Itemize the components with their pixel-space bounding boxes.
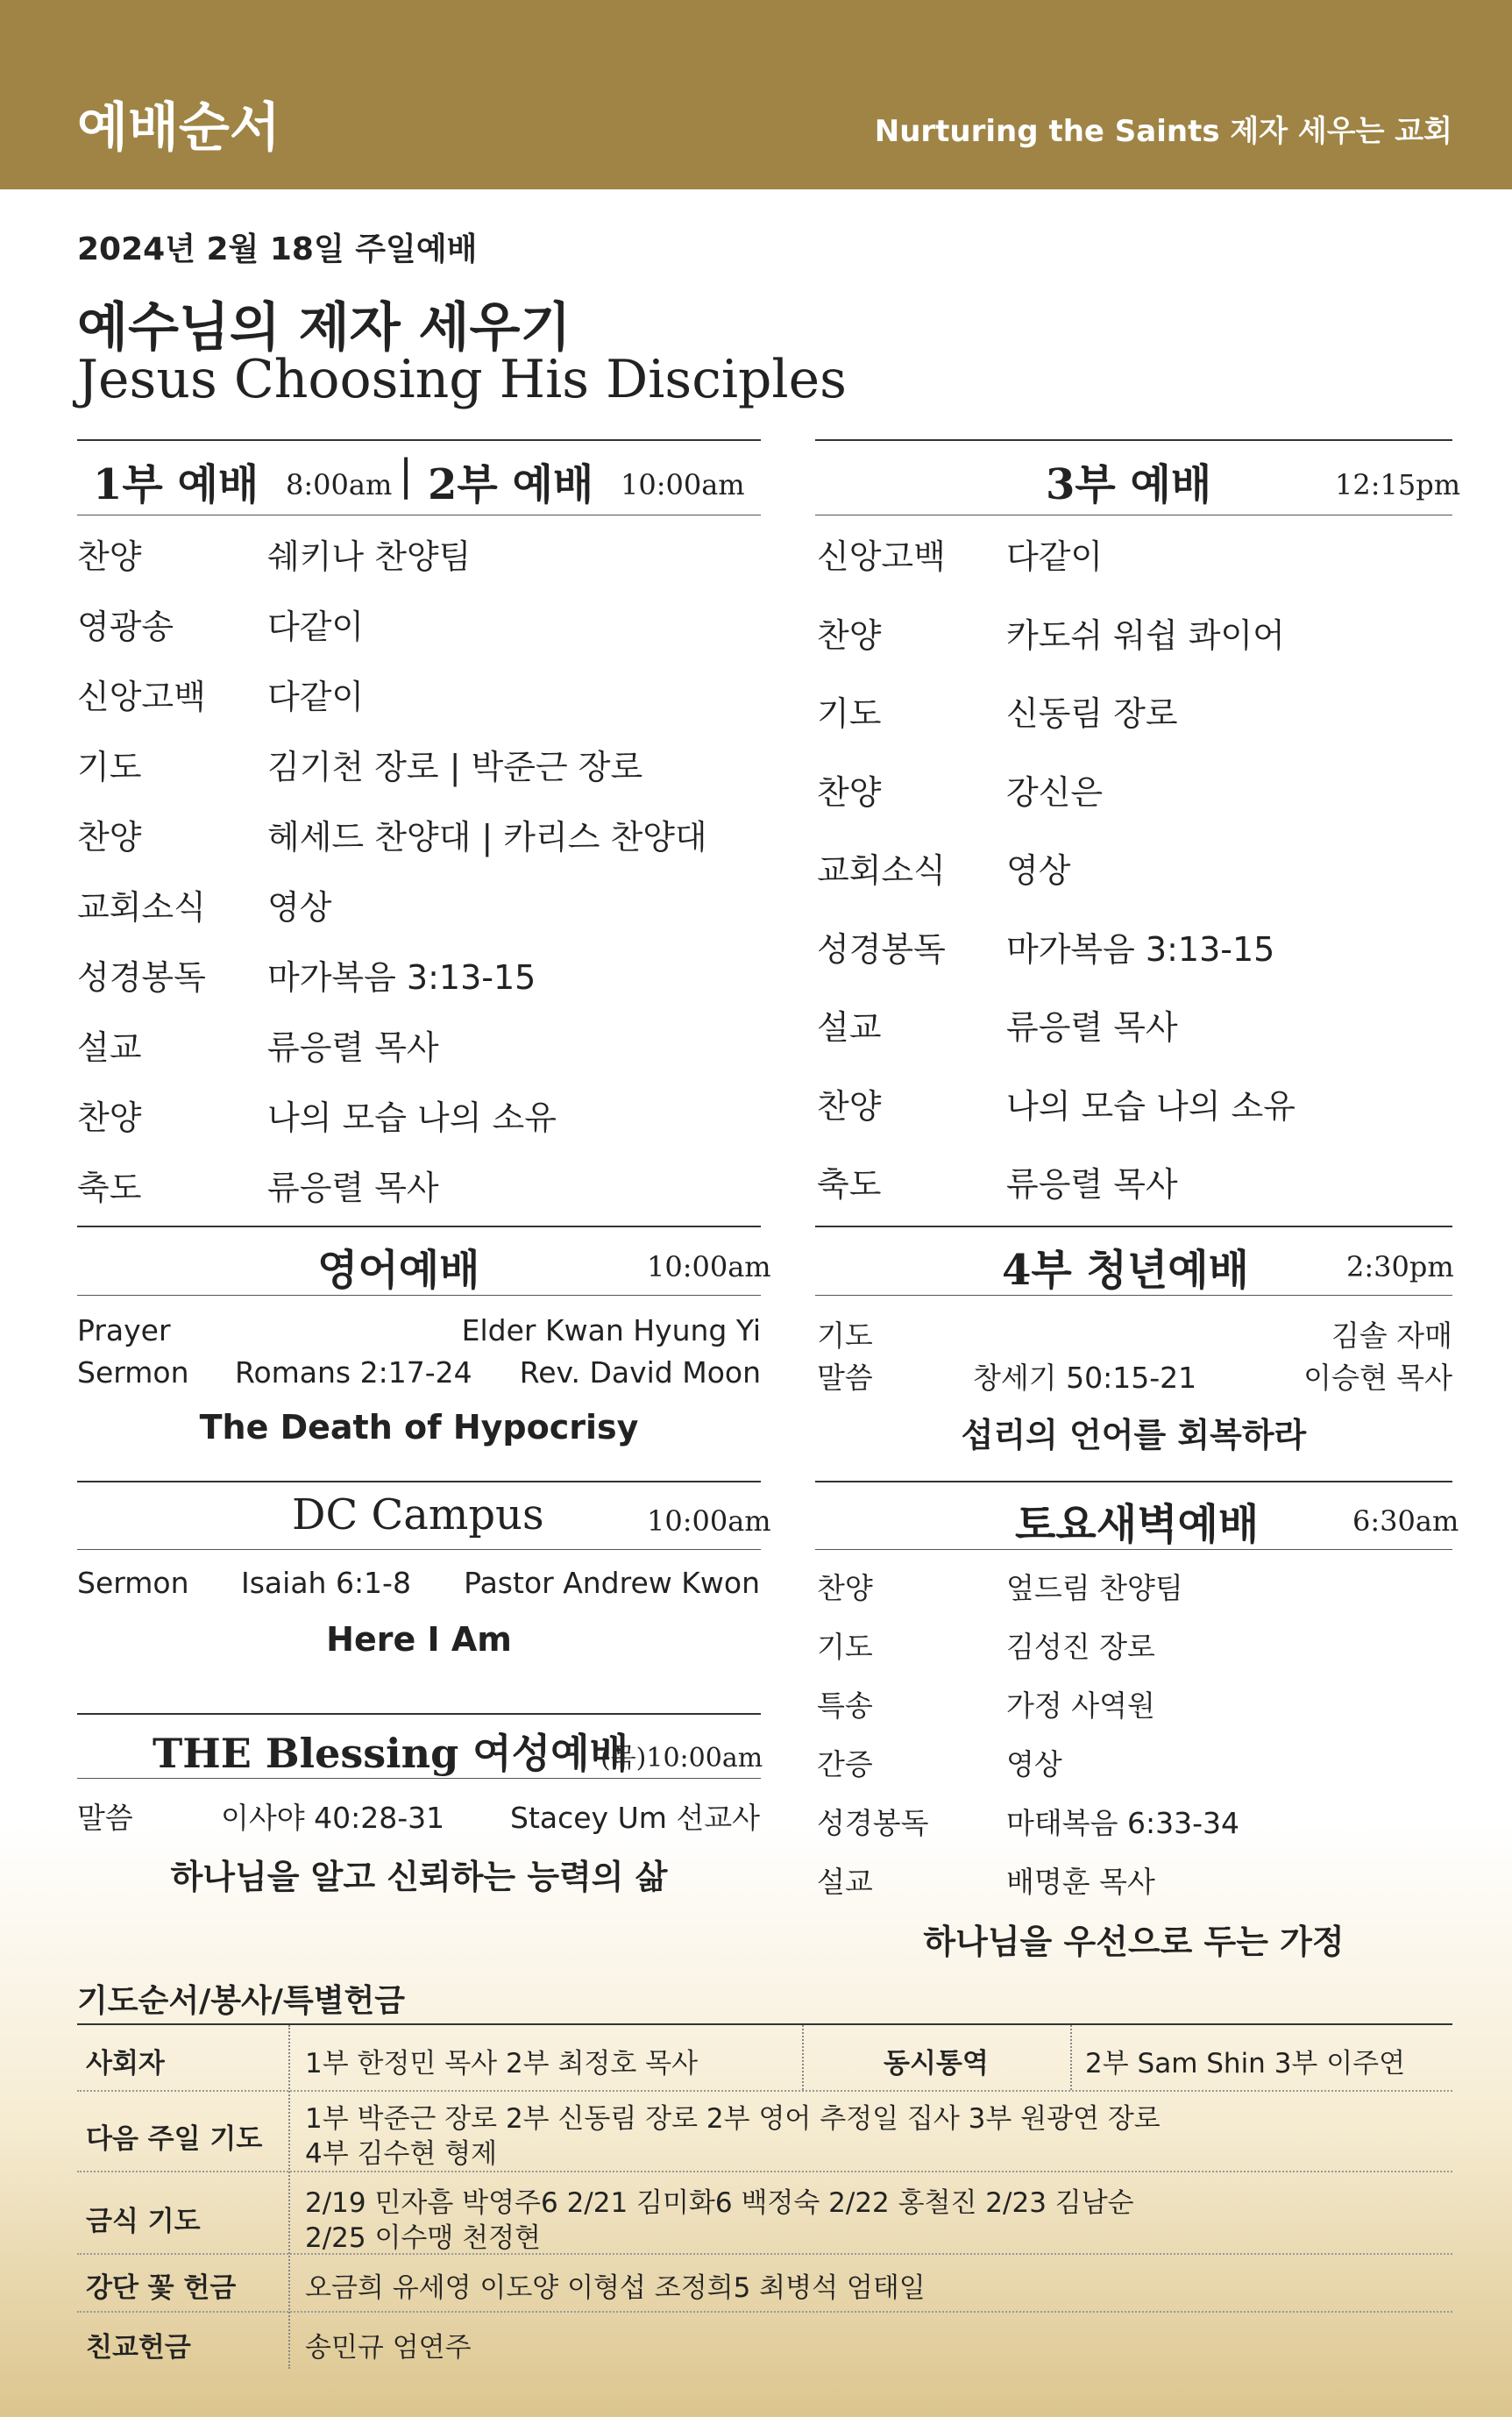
- table-row-value: 1부 한정민 목사 2부 최정호 목사: [305, 2048, 699, 2079]
- english-sermon-preacher: Rev. David Moon: [519, 1355, 761, 1390]
- order-role: 축도: [817, 1165, 882, 1204]
- dc-campus-heading: DC Campus: [292, 1490, 544, 1539]
- youth-word-preacher: 이승현 목사: [1303, 1361, 1452, 1395]
- blessing-word-preacher: Stacey Um 선교사: [510, 1801, 760, 1835]
- youth-prayer-label: 기도: [817, 1319, 873, 1353]
- divider: [77, 1713, 761, 1715]
- table-row-divider: [77, 2253, 1452, 2255]
- table-row-label: 다음 주일 기도: [86, 2123, 263, 2155]
- dc-sermon-title: Here I Am: [326, 1620, 512, 1659]
- order-value: 류응렬 목사: [267, 1028, 439, 1067]
- youth-sermon-title: 섭리의 언어를 회복하라: [961, 1416, 1307, 1454]
- order-role: 설교: [77, 1028, 142, 1067]
- divider: [815, 1226, 1452, 1227]
- order-role: 교회소식: [817, 851, 946, 890]
- heading-separator: |: [399, 451, 414, 500]
- service1-heading: 1부 예배: [93, 460, 259, 509]
- order-role: 성경봉독: [817, 1806, 929, 1840]
- interpretation-value: 2부 Sam Shin 3부 이주연: [1085, 2048, 1406, 2079]
- table-column-divider: [288, 2025, 290, 2369]
- order-value: 류응렬 목사: [1006, 1165, 1178, 1204]
- table-row-value: 2/19 민자흠 박영주6 2/21 김미화6 백정숙 2/22 홍철진 2/23 김남순: [305, 2187, 1134, 2219]
- english-sermon-title: The Death of Hypocrisy: [199, 1408, 639, 1447]
- order-value: 다같이: [1006, 537, 1104, 576]
- order-role: 기도: [817, 694, 882, 733]
- order-value: 쉐키나 찬양팀: [267, 537, 472, 576]
- order-role: 성경봉독: [77, 958, 206, 997]
- youth-word-label: 말씀: [817, 1361, 873, 1395]
- order-role: 축도: [77, 1169, 142, 1207]
- order-value: 김성진 장로: [1006, 1630, 1155, 1664]
- table-column-divider: [802, 2025, 804, 2090]
- page-header: [0, 0, 1512, 189]
- order-value: 엎드림 찬양팀: [1006, 1571, 1183, 1605]
- page-title: 예배순서: [77, 97, 280, 159]
- order-value: 나의 모습 나의 소유: [1006, 1086, 1295, 1126]
- order-value: 나의 모습 나의 소유: [267, 1098, 557, 1137]
- divider: [77, 1295, 761, 1296]
- table-row-divider: [77, 2090, 1452, 2092]
- order-value: 다같이: [267, 678, 365, 716]
- saturday-service-time: 6:30am: [1352, 1504, 1459, 1538]
- order-role: 설교: [817, 1008, 882, 1047]
- youth-service-heading: 4부 청년예배: [1002, 1246, 1249, 1295]
- saturday-service-heading: 토요새벽예배: [1015, 1500, 1260, 1549]
- divider: [77, 1549, 761, 1550]
- service1-time: 8:00am: [286, 468, 393, 501]
- interpretation-label: 동시통역: [884, 2048, 989, 2079]
- header-tagline: Nurturing the Saints 제자 세우는 교회: [874, 114, 1452, 149]
- order-role: 특송: [817, 1688, 873, 1723]
- order-role: 기도: [77, 748, 142, 786]
- blessing-service-time: (목)10:00am: [600, 1743, 763, 1774]
- divider: [77, 1481, 761, 1482]
- youth-prayer-value: 김솔 자매: [1331, 1319, 1452, 1353]
- order-role: 찬양: [817, 1571, 873, 1605]
- order-value: 카도쉬 워쉽 콰이어: [1006, 615, 1285, 655]
- service2-time: 10:00am: [621, 468, 745, 501]
- order-value: 강신은: [1006, 772, 1104, 812]
- order-role: 교회소식: [77, 888, 206, 927]
- blessing-word-text: 이사야 40:28-31: [221, 1801, 445, 1835]
- youth-word-text: 창세기 50:15-21: [973, 1361, 1197, 1395]
- sermon-title-ko: 예수님의 제자 세우기: [77, 297, 571, 359]
- order-value: 류응렬 목사: [267, 1169, 439, 1207]
- order-role: 찬양: [77, 818, 142, 857]
- order-value: 마가복음 3:13-15: [267, 958, 536, 997]
- blessing-service-heading: THE Blessing 여성예배: [153, 1730, 629, 1777]
- table-row-label: 친교헌금: [86, 2332, 191, 2364]
- english-sermon-text: Romans 2:17-24: [235, 1355, 472, 1390]
- table-row-divider: [77, 2311, 1452, 2313]
- service-date: 2024년 2월 18일 주일예배: [77, 231, 478, 267]
- order-value: 영상: [1006, 851, 1071, 890]
- table-row-value: 1부 박준근 장로 2부 신동림 장로 2부 영어 추정일 집사 3부 원광연 장로: [305, 2103, 1161, 2135]
- order-value: 가정 사역원: [1006, 1688, 1155, 1723]
- dc-sermon-preacher: Pastor Andrew Kwon: [464, 1566, 760, 1600]
- service3-heading: 3부 예배: [1046, 460, 1212, 509]
- order-value: 류응렬 목사: [1006, 1008, 1178, 1047]
- divider: [815, 1481, 1452, 1482]
- blessing-word-label: 말씀: [77, 1801, 133, 1835]
- order-value: 신동림 장로: [1006, 694, 1178, 733]
- order-role: 설교: [817, 1865, 873, 1899]
- order-value: 김기천 장로 | 박준근 장로: [267, 748, 643, 786]
- table-row-label: 강단 꽃 헌금: [86, 2272, 237, 2304]
- order-role: 찬양: [817, 1086, 882, 1126]
- order-value: 마가복음 3:13-15: [1006, 929, 1275, 969]
- order-value: 영상: [1006, 1747, 1062, 1781]
- blessing-sermon-title: 하나님을 알고 신뢰하는 능력의 삶: [170, 1858, 668, 1896]
- sermon-title-en: Jesus Choosing His Disciples: [77, 349, 847, 410]
- order-role: 기도: [817, 1630, 873, 1664]
- order-value: 배명훈 목사: [1006, 1865, 1155, 1899]
- divider: [815, 1549, 1452, 1550]
- service2-heading: 2부 예배: [428, 460, 594, 509]
- table-row-value-line2: 2/25 이수맹 천정현: [305, 2222, 541, 2254]
- table-row-label: 사회자: [86, 2048, 165, 2079]
- order-role: 영광송: [77, 608, 174, 646]
- order-role: 찬양: [817, 615, 882, 655]
- dc-sermon-label: Sermon: [77, 1566, 189, 1600]
- english-sermon-label: Sermon: [77, 1355, 189, 1390]
- table-row-value: 송민규 엄연주: [305, 2332, 472, 2364]
- order-role: 찬양: [817, 772, 882, 812]
- english-prayer-label: Prayer: [77, 1313, 171, 1347]
- saturday-sermon-title: 하나님을 우선으로 두는 가정: [923, 1923, 1345, 1961]
- order-role: 신앙고백: [77, 678, 206, 716]
- order-role: 간증: [817, 1747, 873, 1781]
- table-row-label: 금식 기도: [86, 2206, 201, 2237]
- order-value: 마태복음 6:33-34: [1006, 1806, 1240, 1840]
- service3-time: 12:15pm: [1335, 468, 1461, 501]
- table-row-value-line2: 4부 김수현 형제: [305, 2138, 498, 2170]
- dc-sermon-text: Isaiah 6:1-8: [241, 1566, 411, 1600]
- table-row-divider: [77, 2171, 1452, 2172]
- divider: [77, 1778, 761, 1779]
- order-value: 영상: [267, 888, 332, 927]
- order-value: 다같이: [267, 608, 365, 646]
- order-role: 성경봉독: [817, 929, 946, 969]
- table-column-divider: [1070, 2025, 1072, 2090]
- divider: [815, 1295, 1452, 1296]
- divider: [77, 439, 761, 441]
- order-role: 신앙고백: [817, 537, 946, 576]
- divider: [77, 1226, 761, 1227]
- duties-title: 기도순서/봉사/특별헌금: [77, 1983, 406, 2019]
- divider: [815, 439, 1452, 441]
- youth-service-time: 2:30pm: [1346, 1250, 1454, 1283]
- english-service-time: 10:00am: [647, 1250, 771, 1283]
- table-row-value: 오금희 유세영 이도양 이형섭 조정희5 최병석 엄태일: [305, 2272, 926, 2304]
- order-value: 헤세드 찬양대 | 카리스 찬양대: [267, 818, 707, 857]
- english-prayer-value: Elder Kwan Hyung Yi: [461, 1313, 761, 1347]
- table-top-rule: [77, 2023, 1452, 2025]
- english-service-heading: 영어예배: [317, 1246, 480, 1295]
- order-role: 찬양: [77, 537, 142, 576]
- dc-campus-time: 10:00am: [647, 1504, 771, 1538]
- order-role: 찬양: [77, 1098, 142, 1137]
